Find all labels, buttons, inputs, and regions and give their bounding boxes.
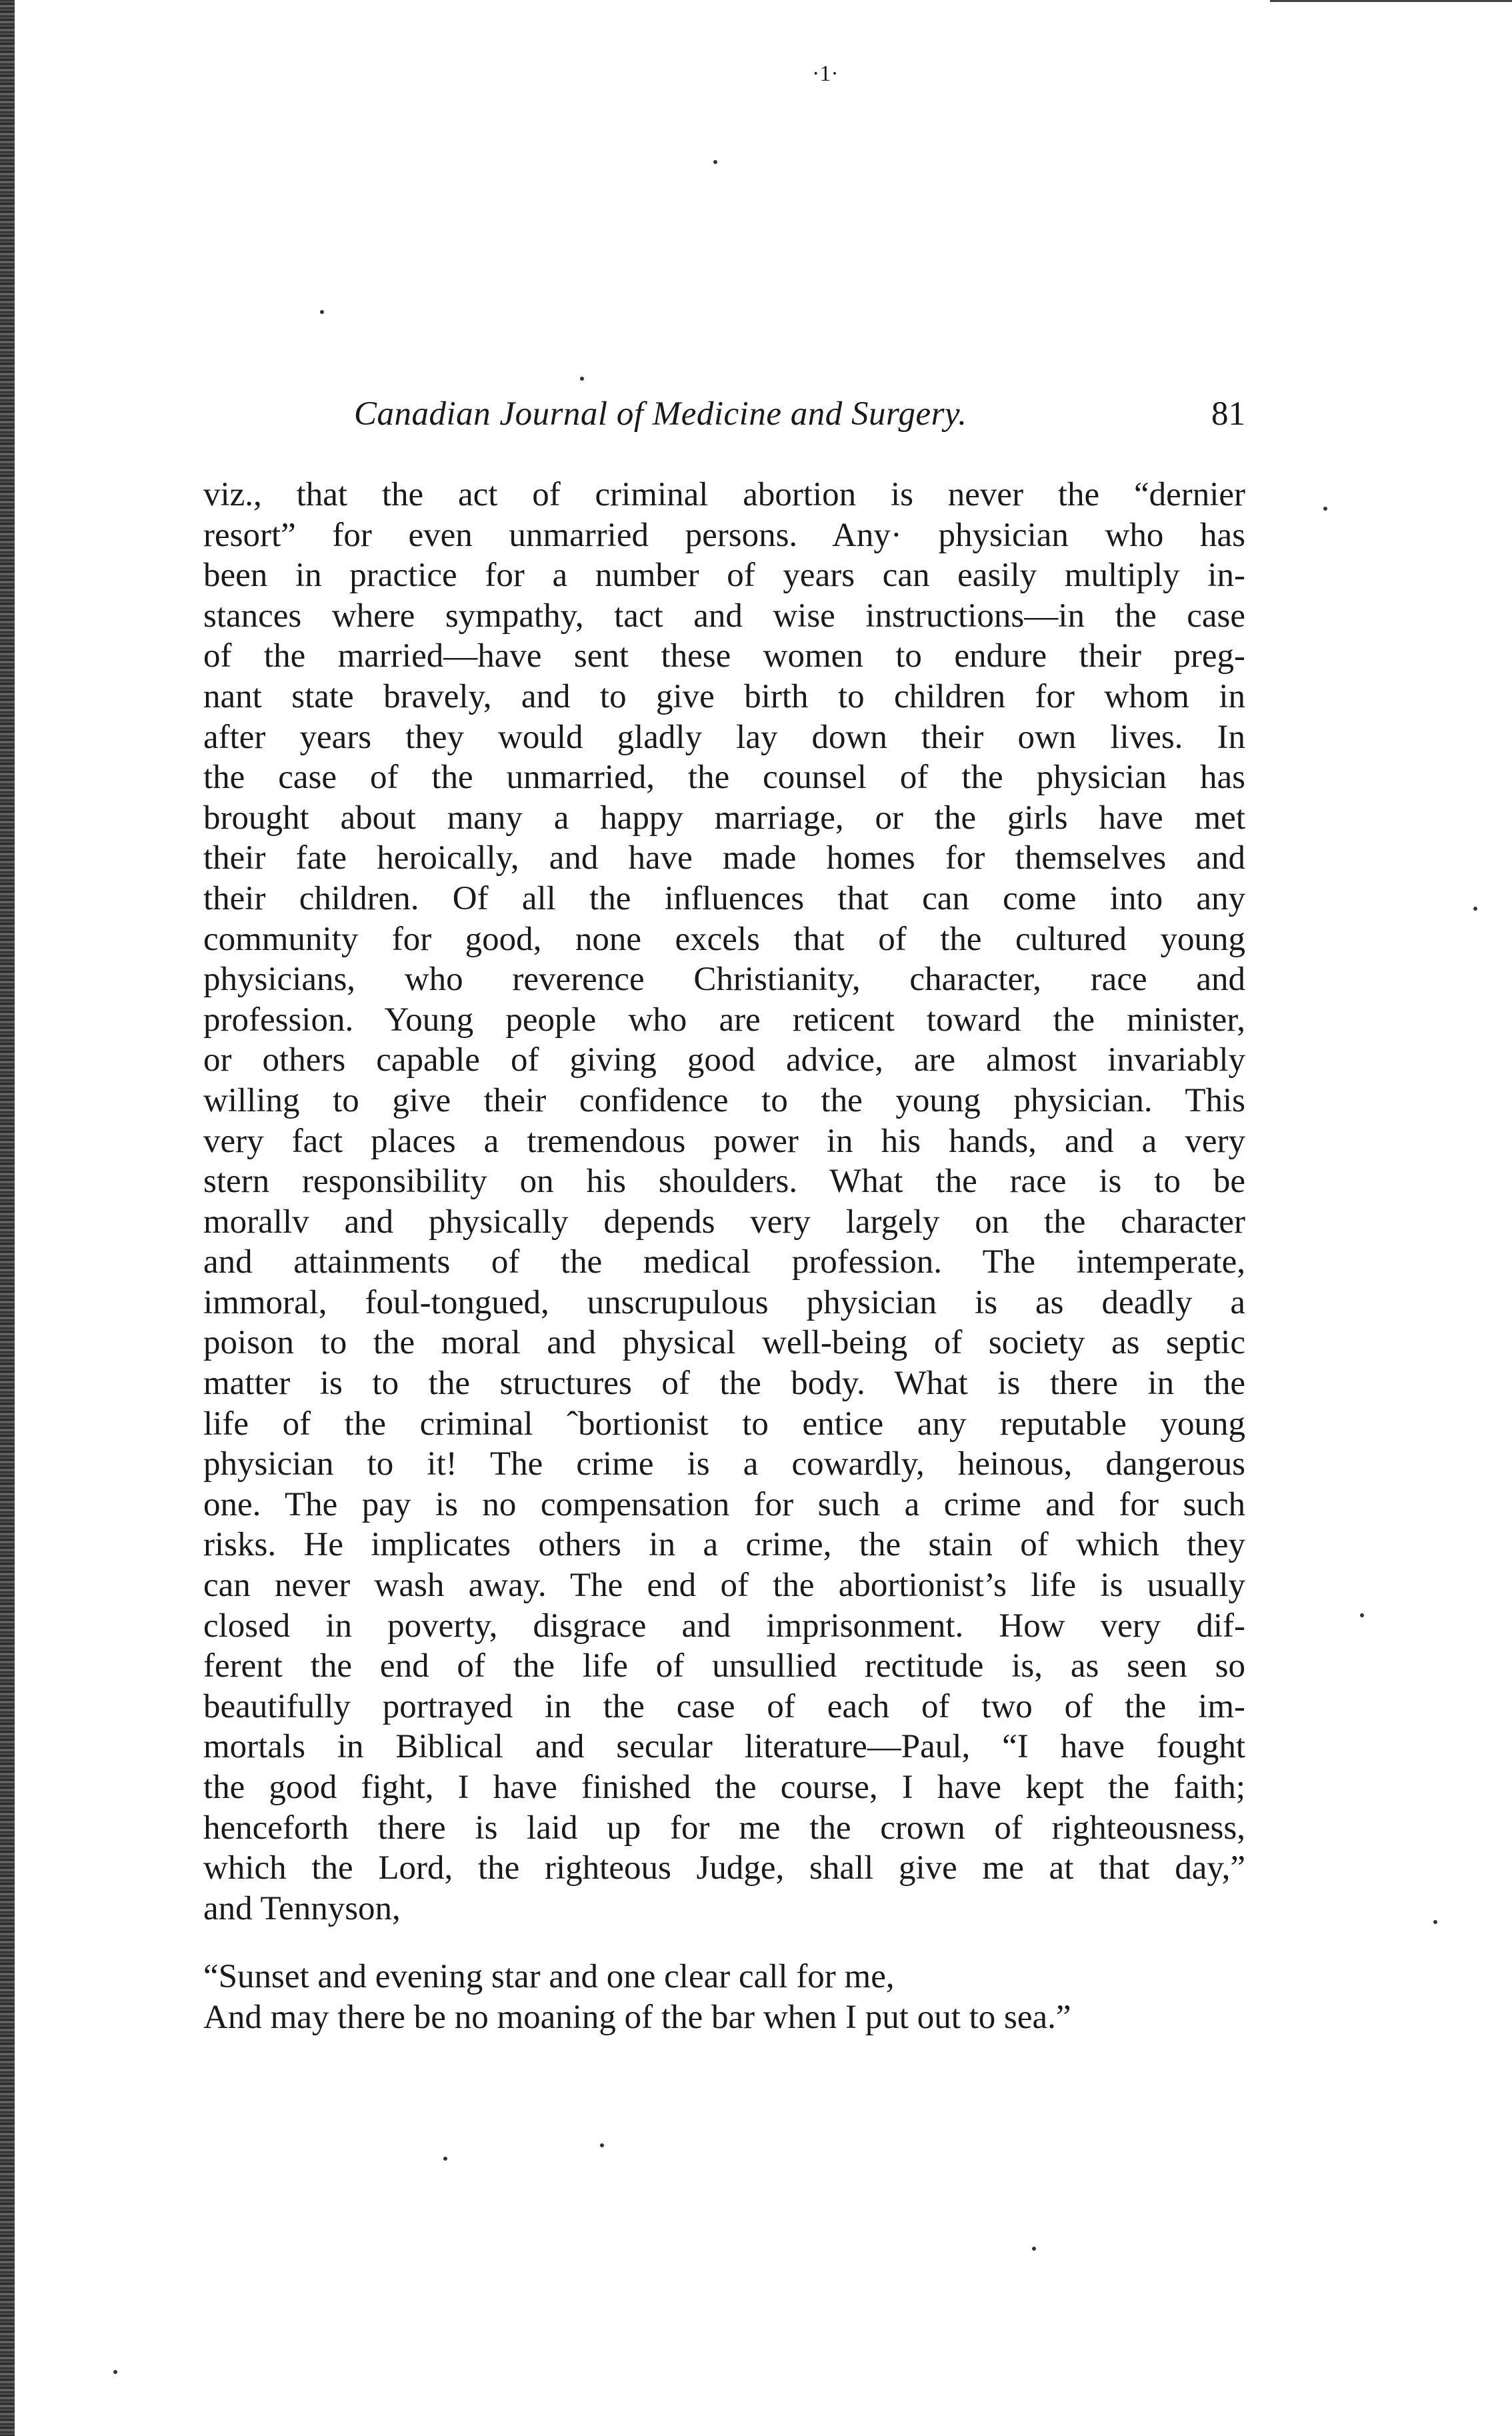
top-rule [1270, 0, 1512, 2]
text-line: and Tennyson, [203, 1889, 401, 1927]
text-line: morallv and physically depends very largely on the character [203, 1203, 1245, 1241]
text-line: nant state bravely, and to give birth to children for whom in [203, 677, 1245, 715]
scan-speck [1473, 907, 1477, 911]
text-line: physicians, who reverence Christianity, character, race and [203, 961, 1245, 999]
text-line: immoral, foul-tongued, unscrupulous physician is as deadly a [203, 1283, 1245, 1321]
scan-speck [1360, 1613, 1364, 1617]
text-line: resort” for even unmarried persons. Any· physician who has [203, 516, 1245, 554]
text-line: stances where sympathy, tact and wise instructions—in the case [203, 597, 1245, 635]
text-line: life of the criminal ˆbortionist to entice any reputable young [203, 1405, 1245, 1443]
verse-line: “Sunset and evening star and one clear call for me, [203, 1958, 895, 1995]
body-text [203, 475, 1245, 1929]
text-line: one. The pay is no compensation for such a crime and for such [203, 1485, 1245, 1523]
verse-line: And may there be no moaning of the bar when I put out to sea.” [203, 1998, 1071, 2036]
text-line: matter is to the structures of the body. What is there in the [203, 1365, 1245, 1403]
scan-speck [113, 2370, 117, 2374]
text-line: stern responsibility on his shoulders. What the race is to be [203, 1163, 1245, 1201]
text-line: willing to give their confidence to the young physician. This [203, 1081, 1245, 1119]
text-line: brought about many a happy marriage, or the girls have met [203, 799, 1245, 837]
text-line: their fate heroically, and have made homes for themselves and [203, 839, 1245, 877]
scan-speck [1433, 1920, 1437, 1924]
text-line: community for good, none excels that of the cultured young [203, 920, 1245, 958]
page-mark: ·1· [812, 61, 839, 86]
text-line: viz., that the act of criminal abortion is never the “dernier [203, 476, 1245, 513]
text-line: the good fight, I have finished the course, I have kept the faith; [203, 1769, 1245, 1806]
text-line: been in practice for a number of years can easily multiply in- [203, 557, 1245, 595]
text-line: henceforth there is laid up for me the crown of righteousness, [203, 1809, 1245, 1847]
journal-title: Canadian Journal of Medicine and Surgery. [354, 395, 967, 433]
text-line: or others capable of giving good advice, are almost invariably [203, 1041, 1245, 1079]
running-header [203, 395, 1245, 441]
scan-speck [1032, 2247, 1036, 2251]
scan-speck [320, 310, 324, 314]
text-line: profession. Young people who are reticent toward the minister, [203, 1001, 1245, 1039]
text-line: poison to the moral and physical well-being of society as septic [203, 1324, 1245, 1362]
text-line: their children. Of all the influences that can come into any [203, 879, 1245, 917]
text-line: closed in poverty, disgrace and imprisonment. How very dif- [203, 1607, 1245, 1645]
text-line: risks. He implicates others in a crime, the stain of which they [203, 1526, 1245, 1564]
text-line: which the Lord, the righteous Judge, shall give me at that day,” [203, 1849, 1245, 1887]
verse-quotation [203, 1957, 1283, 2037]
text-line: physician to it! The crime is a cowardly, heinous, dangerous [203, 1445, 1245, 1483]
scan-speck [600, 2143, 604, 2147]
text-line: the case of the unmarried, the counsel of the physician has [203, 759, 1245, 797]
text-line: after years they would gladly lay down their own lives. In [203, 718, 1245, 756]
scan-speck [1323, 507, 1327, 511]
scan-speck [580, 377, 584, 381]
scan-speck [443, 2157, 447, 2161]
text-line: and attainments of the medical profession. The intemperate, [203, 1243, 1245, 1281]
page-number: 81 [1211, 395, 1245, 433]
scan-speck [713, 160, 717, 164]
text-line: of the married—have sent these women to endure their preg- [203, 637, 1245, 675]
text-line: can never wash away. The end of the abortionist’s life is usually [203, 1567, 1245, 1605]
text-line: mortals in Biblical and secular literature—Paul, “I have fought [203, 1728, 1245, 1766]
binding-edge [0, 0, 15, 2436]
text-line: very fact places a tremendous power in his hands, and a very [203, 1122, 1245, 1160]
text-line: beautifully portrayed in the case of each of two of the im- [203, 1687, 1245, 1725]
text-line: ferent the end of the life of unsullied rectitude is, as seen so [203, 1647, 1245, 1685]
